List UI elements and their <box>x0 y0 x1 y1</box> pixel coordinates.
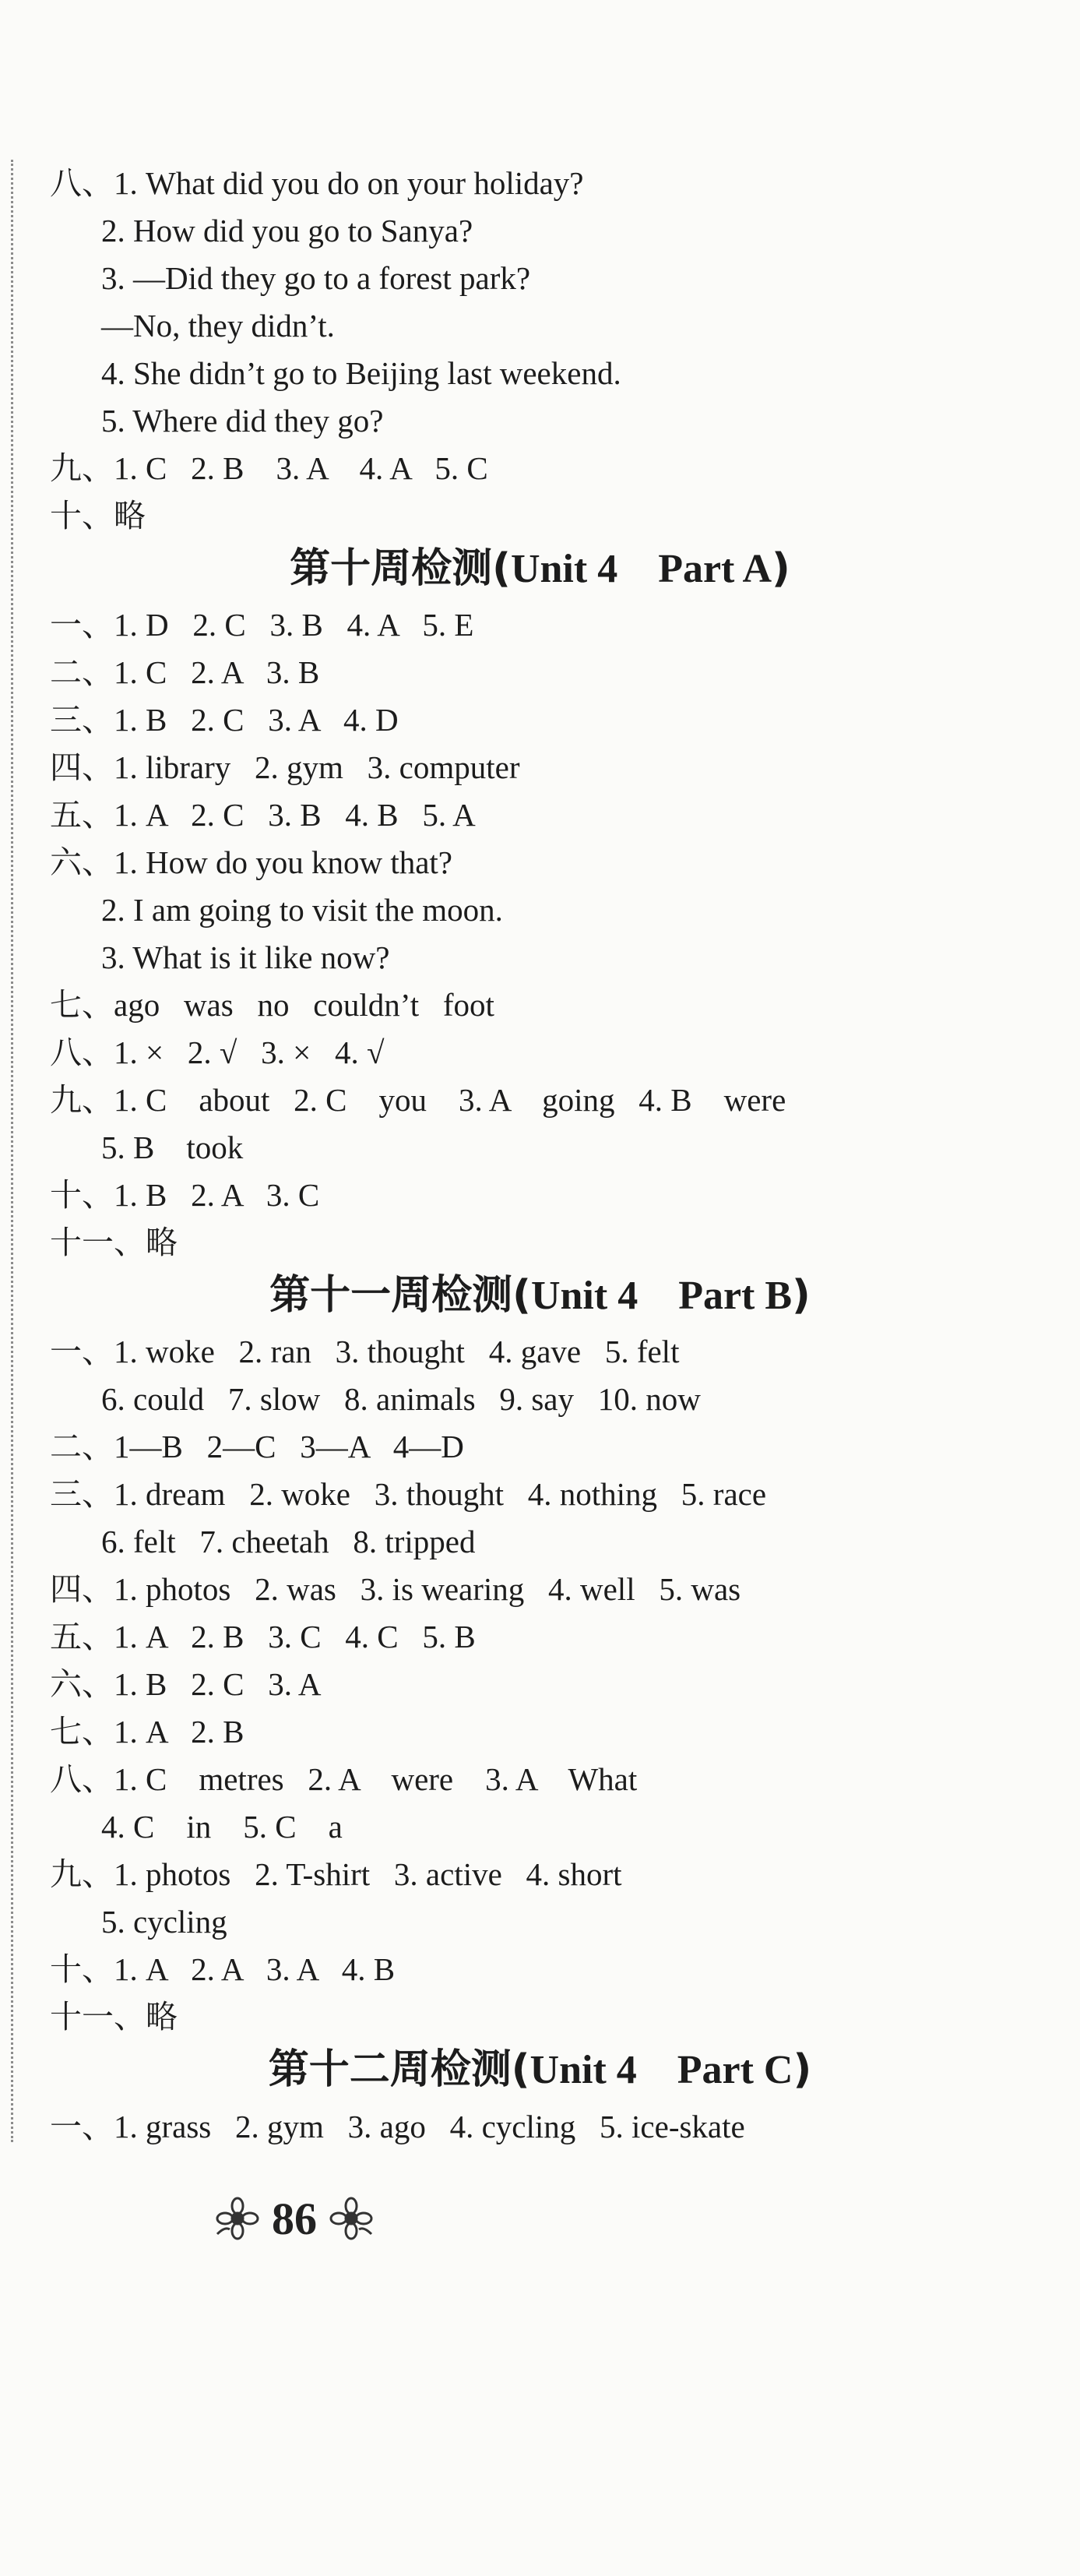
answer-line: 一、1. grass 2. gym 3. ago 4. cycling 5. ice-skate <box>50 2109 745 2144</box>
answer-line: 十、1. B 2. A 3. C <box>50 1177 320 1213</box>
answer-line: 6. could 7. slow 8. animals 9. say 10. now <box>101 1381 701 1417</box>
answer-line: 4. C in 5. C a <box>101 1809 343 1845</box>
section-heading <box>0 1268 1080 1323</box>
answer-line: 六、1. How do you know that? <box>50 844 453 880</box>
answer-line: 6. felt 7. cheetah 8. tripped <box>101 1524 476 1559</box>
answer-line: 九、1. C about 2. C you 3. A going 4. B were <box>50 1082 786 1118</box>
dotted-margin-rule <box>11 160 13 2142</box>
section-heading <box>0 2042 1080 2097</box>
answer-line: 二、1. C 2. A 3. B <box>50 654 320 690</box>
flower-ornament-icon <box>328 2195 375 2242</box>
answer-line: 5. cycling <box>101 1904 227 1940</box>
answer-line: 九、1. C 2. B 3. A 4. A 5. C <box>50 450 488 486</box>
section-heading-unit: Unit 4 Part C <box>529 2048 793 2092</box>
answer-line: 八、1. × 2. √ 3. × 4. √ <box>50 1034 385 1070</box>
answer-line: 七、1. A 2. B <box>50 1714 244 1750</box>
answer-line: 二、1—B 2—C 3—A 4—D <box>50 1429 464 1464</box>
answer-line: 五、1. A 2. C 3. B 4. B 5. A <box>50 797 476 833</box>
section-heading-close: ) <box>772 545 790 592</box>
answer-line: 八、1. What did you do on your holiday? <box>50 165 584 201</box>
answer-line: 4. She didn’t go to Beijing last weekend. <box>101 355 621 391</box>
answer-line: 3. What is it like now? <box>101 939 390 975</box>
section-heading-title: 第十周检测( <box>290 545 511 592</box>
answer-line: 三、1. B 2. C 3. A 4. D <box>50 702 399 738</box>
answer-line: 六、1. B 2. C 3. A <box>50 1666 322 1702</box>
answer-line: 九、1. photos 2. T-shirt 3. active 4. short <box>50 1856 622 1892</box>
answer-line: 5. Where did they go? <box>101 403 384 439</box>
answer-line: 七、ago was no couldn’t foot <box>50 987 494 1023</box>
section-heading <box>0 541 1080 596</box>
answer-line: 3. —Did they go to a forest park? <box>101 260 531 296</box>
answer-line: 一、1. D 2. C 3. B 4. A 5. E <box>50 607 474 643</box>
answer-line: 5. B took <box>101 1129 244 1165</box>
page-number-footer <box>201 2187 388 2250</box>
answer-line: 四、1. photos 2. was 3. is wearing 4. well 5. was <box>50 1571 741 1607</box>
answer-line: 一、1. woke 2. ran 3. thought 4. gave 5. felt <box>50 1334 680 1369</box>
section-heading-close: ) <box>793 2046 812 2093</box>
answer-line: 三、1. dream 2. woke 3. thought 4. nothing 5. race <box>50 1476 767 1512</box>
answer-line: 2. I am going to visit the moon. <box>101 892 503 928</box>
section-heading-unit: Unit 4 Part B <box>530 1274 793 1318</box>
answer-line: 五、1. A 2. B 3. C 4. C 5. B <box>50 1619 476 1654</box>
answer-line: 2. How did you go to Sanya? <box>101 213 473 248</box>
section-heading-title: 第十一周检测( <box>269 1272 531 1319</box>
answer-line: 十、略 <box>50 498 146 534</box>
answer-line: 十、1. A 2. A 3. A 4. B <box>50 1951 396 1987</box>
flower-ornament-icon <box>214 2195 261 2242</box>
answer-line: 八、1. C metres 2. A were 3. A What <box>50 1761 638 1797</box>
section-heading-title: 第十二周检测( <box>268 2046 530 2093</box>
answer-line: 十一、略 <box>50 1225 178 1260</box>
section-heading-unit: Unit 4 Part A <box>510 547 772 591</box>
page-number: 86 <box>272 2193 317 2244</box>
answer-line: 四、1. library 2. gym 3. computer <box>50 749 520 785</box>
answer-line: —No, they didn’t. <box>101 308 335 344</box>
section-heading-close: ) <box>792 1272 811 1319</box>
answer-line: 十一、略 <box>50 1999 178 2035</box>
